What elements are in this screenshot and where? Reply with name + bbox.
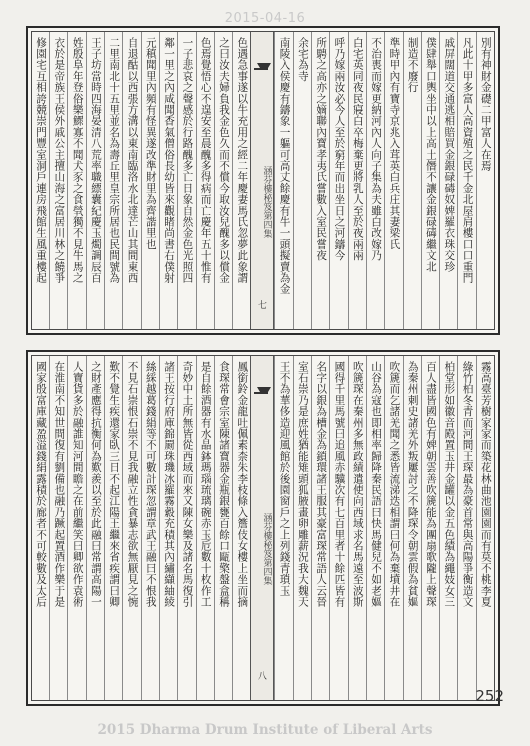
text-column: 白宅英同夜民寢白卒梅棄更將乳人至於夜兩兩 (348, 32, 366, 329)
text-column: 國得千里馬號曰追風赤驥次有七百里者十餘匹皆有 (329, 356, 347, 700)
bottom-folio (26, 350, 500, 706)
text-column: 人寶貨多於融誰知河間瞻之在前繼笑曰卿欲作袁術 (67, 356, 85, 700)
text-column: 自退酤以西張方溝以東南臨洛水北達芒山其間東西 (122, 32, 140, 329)
banxin-center-strip (250, 356, 274, 700)
text-column: 僕肆舉口輿坐中以上高土僭不讓金銀碌碡繼文北 (421, 32, 439, 329)
text-column: 制造不廢行 (403, 32, 421, 329)
bottom-folio-columns (32, 356, 494, 700)
text-column: 姓殷阜年登俗樂鰥寡不聞犬豕之食煢獨不見牛馬之 (67, 32, 85, 329)
banxin-leaf-number: 八 (257, 672, 267, 682)
date-watermark: 2015-04-16 (224, 11, 306, 26)
text-column: 元稹聞里內頻有怪異遂改準財里為齊諧里也 (141, 32, 159, 329)
banxin-title: 涵芬樓秘笈第四集 (261, 513, 272, 585)
text-column: 一子悲哀之聲感於行路醜多亡日象自然金色光照四 (177, 32, 195, 329)
text-column: 王不為華侈造迎風館於後園窗戶之上列錢青瑣玉 (274, 356, 292, 700)
text-column: 室石崇乃是庶姓猶能雉頭狐腋畫卵雕薪況我大魏天 (293, 356, 311, 700)
fishtail-mark-icon (254, 58, 268, 70)
text-column: 是自餘酒器有水晶鉢瑪瑙琉璃碗赤玉卮數十枚作工 (196, 356, 214, 700)
text-column: 不治喪而嫁更納河內人向子集為夫雖白改嫁乃 (366, 32, 384, 329)
text-column: 別有神財金礎二甲富人在焉 (476, 32, 494, 329)
top-folio-frame (31, 31, 495, 330)
fishtail-mark-icon (254, 382, 268, 394)
top-folio (26, 26, 500, 335)
text-column: 準時甲內有寶寺京兆入茸英白兵庄其妻梁氏 (384, 32, 402, 329)
text-column: 呼乃嫁兩汝必今人至於窮年而出坐日之河鑄今 (329, 32, 347, 329)
text-column: 之曰汝夫婦負我金色久而不償今取汝兒醜多以償金 (214, 32, 232, 329)
text-column: 為秦州刺史諸羌外叛屢討之不降琛令朝雲假為貧嫗 (403, 356, 421, 700)
banxin-leaf-number: 七 (257, 301, 267, 311)
text-column: 歎不覺生疾還家臥三日不起江陽王繼來省疾謂曰卿 (104, 356, 122, 700)
bottom-folio-frame (31, 355, 495, 701)
text-column: 吹篪而乞諸羌聞之悉皆流涕迭相謂曰何為棄墳井在 (384, 356, 402, 700)
text-column: 凡此十甲多富人高資殖之民千金北屋肩樓口口重門 (457, 32, 475, 329)
text-column: 色焉覺悟心不遑安至晨醜多得病而亡慶年五十惟有 (196, 32, 214, 329)
text-column: 修園宅互相誇競崇門豐室洞戶連房飛館生風重樓起 (35, 37, 48, 284)
text-column: 戚屏闊道交通逃相賠買金銀碌碡奴婢羅衣珠交珍 (439, 32, 457, 329)
text-column: 不見石崇恨石崇不見我融立性貪暴志欲無厭見之惋 (122, 356, 140, 700)
text-column: 余宅為寺 (293, 32, 311, 329)
banxin-center-strip (250, 32, 274, 329)
page-number: 252 (475, 687, 504, 705)
text-column: 諸王按行府庫錦罽珠璣冰羅霧縠充積其內繡纈紬綾 (159, 356, 177, 700)
banxin-title: 涵芬樓秘笈第四集 (261, 165, 272, 238)
text-column: 奇妙中土所無皆從西域而來又陳女樂及諸名馬復引 (177, 356, 195, 700)
text-column: 百人盡皆國色有婢朝雲善吹篪能為團扇歌隴上聲琛 (421, 356, 439, 700)
text-column: 鄰一里之內咸聞香氣僧俗長幼皆來觀睹尚書右僕射 (159, 32, 177, 329)
text-column: 在淮南不知世間復有劉備也融乃蹶起置酒作樂于是 (49, 356, 67, 700)
text-column: 二里南北十五里並名為壽丘里皇宗所居也民間號為 (104, 32, 122, 329)
text-column: 之財產應得抗衡何為歎羨以至於此融曰常謂高陽一 (86, 356, 104, 700)
text-column: 霧高臺芳樹家家而築花林曲池園園而有莫不桃李夏 (476, 356, 494, 700)
text-column: 綠竹柏冬青而河間王琛最為豪首常與高陽爭衡造文 (457, 356, 475, 700)
text-column: 名字以銀為槽金為鎖環諸王服其豪富琛常語人云晉 (311, 356, 329, 700)
text-column: 所騁之高亦之嫡聯內寶孝夷氏嘗數入室民嘗夜 (311, 32, 329, 329)
text-column: 王子坊當時四海晏清八荒率職縹囊紀慶玉燭調辰百 (86, 32, 104, 329)
text-column: 食琛常會宗室陳諸寶器金瓶銀甕百餘口甌檠盤盒稱 (214, 356, 232, 700)
text-column: 國家殷富庫藏盈溢錢絹露積於廊者不可較數及太后 (35, 361, 48, 608)
top-folio-columns (32, 32, 494, 329)
text-column: 色遇急事遂以牛充用之經二年慶妻馬氏忽夢此象謂 (232, 32, 250, 329)
text-column: 絲綵越葛錢絹等不可數計琛忽謂章武王融曰不恨我 (141, 356, 159, 700)
text-column: 衣於是帝族王侯外戚公主擅山海之富居川林之饒爭 (49, 32, 67, 329)
text-column: 南陵入侯慶有鑄象一軀可高丈餘慶有牛一頭擬賣為金 (274, 32, 292, 329)
text-column: 柏堂形如徽音殿置玉井金罐以金五色績為繩妓女三 (439, 356, 457, 700)
text-column: 山谷為寇也即相率歸降秦民語曰快馬健兒不如老嫗 (366, 356, 384, 700)
text-column: 吹篪琛在秦州多無政績遣使向西域求名馬遠至波斯 (348, 356, 366, 700)
text-column: 鳳銜鈴金龍吐佩素柰朱李枝條入簷伎女樓上坐而摘 (232, 356, 250, 700)
footer-watermark: 2015 Dharma Drum Institute of Liberal Arts (97, 722, 433, 738)
